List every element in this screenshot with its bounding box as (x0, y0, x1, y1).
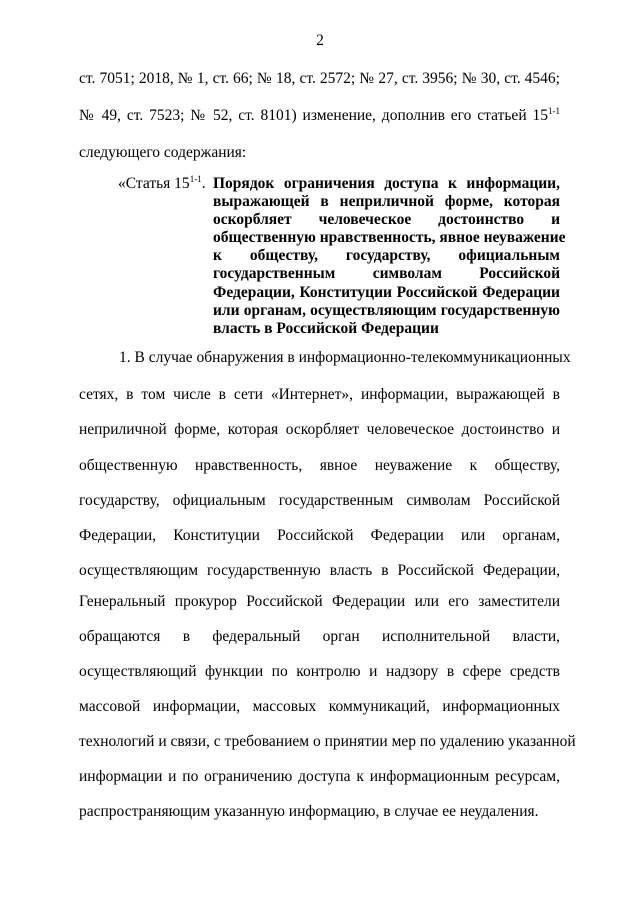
article-title-line: государственным символам Российской (213, 265, 560, 283)
body-line: неприличной форме, которая оскорбляет человеческое достоинство и (79, 421, 560, 438)
article-title-line: к обществу, государству, официальным (213, 247, 560, 265)
body-line: общественную нравственность, явное неуважение к обществу, (79, 457, 560, 474)
article-label: «Статья 15 (118, 175, 190, 192)
body-line: осуществляющий функции по контролю и надзору в сфере средств (79, 663, 560, 680)
article-title-line: оскорбляет человеческое достоинство и (213, 211, 560, 229)
article-heading-lead (118, 175, 206, 193)
body-line: 1. В случае обнаружения в информационно-телекоммуникационных (119, 349, 571, 366)
body-line: осуществляющим государственную власть в Российской Федерации, (79, 562, 560, 579)
body-line: технологий и связи, с требованием о принятии мер по удалению указанной (79, 733, 576, 750)
body-line: массовой информации, массовых коммуникаций, информационных (79, 698, 560, 715)
page-number: 2 (316, 32, 324, 49)
intro-line-2 (79, 107, 560, 125)
intro-line-1: ст. 7051; 2018, № 1, ст. 66; № 18, ст. 2572; № 27, ст. 3956; № 30, ст. 4546; (79, 70, 560, 87)
body-line: Генеральный прокурор Российской Федерации или его заместители (79, 593, 560, 610)
article-title-line: Порядок ограничения доступа к информации, (213, 175, 560, 192)
article-title-line: или органам, осуществляющим государственную (213, 301, 560, 319)
article-title-line: выражающей в неприличной форме, которая (213, 193, 560, 211)
body-line: сетях, в том числе в сети «Интернет», информации, выражающей в (79, 386, 560, 403)
body-line: информации и по ограничению доступа к информационным ресурсам, (79, 768, 560, 785)
article-title-line: общественную нравственность, явное неуважение (213, 229, 566, 247)
body-line: государству, официальным государственным символам Российской (79, 492, 560, 509)
article-label-superscript: 1-1 (189, 174, 202, 184)
article-number-superscript: 1-1 (548, 106, 560, 116)
intro-line-2-text: № 49, ст. 7523; № 52, ст. 8101) изменение, дополнив его статьей 15 (79, 107, 548, 124)
article-label-dot: . (201, 175, 206, 192)
article-title-line: власть в Российской Федерации (213, 319, 439, 337)
body-line: Федерации, Конституции Российской Федерации или органам, (79, 527, 560, 544)
intro-line-3: следующего содержания: (79, 144, 247, 161)
body-line: распространяющим указанную информацию, в случае ее неудаления. (79, 803, 539, 820)
body-line: обращаются в федеральный орган исполнительной власти, (79, 628, 560, 645)
article-title (213, 175, 566, 338)
article-title-line: Федерации, Конституции Российской Федерации (213, 283, 560, 301)
